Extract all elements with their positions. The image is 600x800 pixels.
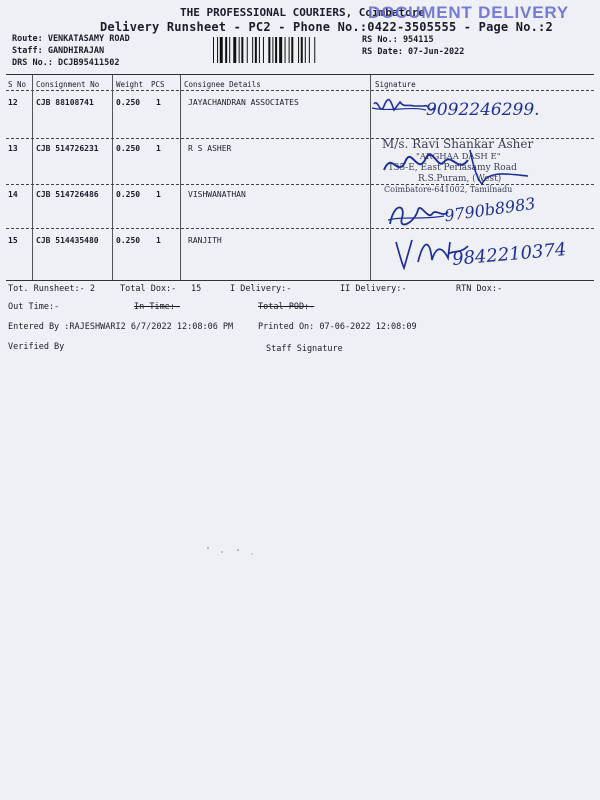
header-pcs: PCS <box>151 80 165 89</box>
cell-pcs: 1 <box>156 236 161 245</box>
cell-consignment: CJB 88108741 <box>36 98 94 107</box>
company-title: THE PROFESSIONAL COURIERS, Coimbatore <box>180 6 426 19</box>
barcode-bar <box>309 37 310 63</box>
barcode-bar <box>305 37 306 63</box>
header-sno: S No <box>8 80 27 89</box>
row15-phone-handwritten: 9842210374 <box>451 239 568 270</box>
total-dox-label: Total Dox:- <box>120 284 177 294</box>
header-signature: Signature <box>375 80 416 89</box>
barcode-image <box>213 37 351 63</box>
barcode-bar <box>229 37 230 63</box>
table-header-rule <box>6 90 594 91</box>
barcode-bar <box>298 37 299 63</box>
cell-weight: 0.250 <box>116 190 141 199</box>
cell-pcs: 1 <box>156 190 161 199</box>
out-time: Out Time:- <box>8 302 60 312</box>
column-divider <box>112 75 113 281</box>
stamp-line-3: 135-E, East Periasamy Road <box>388 163 517 173</box>
staff-label: Staff: GANDHIRAJAN <box>12 46 105 56</box>
stamp-line-4: R.S.Puram, (West) <box>418 174 502 184</box>
barcode-bar <box>272 37 273 63</box>
verified-by: Verified By <box>8 342 65 352</box>
drs-number: DRS No.: DCJB95411502 <box>12 58 120 68</box>
document-delivery-stamp: DOCUMENT DELIVERY <box>368 3 569 22</box>
stamp-line-2: "ARGHAA DASH E" <box>416 152 501 162</box>
total-dox-value: 15 <box>191 284 202 294</box>
barcode-bar <box>241 37 243 63</box>
row12-phone-handwritten: 9092246299. <box>426 100 540 120</box>
cell-consignment: CJB 514435480 <box>36 236 99 245</box>
header-weight: Weight <box>116 80 144 89</box>
barcode-bar <box>279 37 282 63</box>
header-consignee-details: Consignee Details <box>184 80 261 89</box>
barcode-bar <box>259 37 260 63</box>
barcode-bar <box>252 37 253 63</box>
barcode-bar <box>301 37 303 63</box>
signature-row13 <box>378 140 538 190</box>
barcode-bar <box>247 37 248 63</box>
header-consignment-no: Consignment No <box>36 80 100 89</box>
rs-number: RS No.: 954115 <box>362 35 434 45</box>
barcode-bar <box>289 37 290 63</box>
cell-sno: 12 <box>8 98 18 107</box>
column-divider <box>180 75 181 281</box>
barcode-bar <box>213 37 214 63</box>
cell-consignee: R S ASHER <box>188 144 232 153</box>
i-delivery: I Delivery:- <box>230 284 292 294</box>
runsheet-subtitle: Delivery Runsheet - PC2 - Phone No.:0422-3505555 - Page No.:2 <box>100 20 553 34</box>
stamp-line-5: Coimbatore-641002, Tamilnadu <box>384 185 513 194</box>
cell-consignment: CJB 514726231 <box>36 144 99 153</box>
barcode-bar <box>239 37 240 63</box>
cell-pcs: 1 <box>156 98 161 107</box>
cell-consignee: RANJITH <box>188 236 222 245</box>
ii-delivery: II Delivery:- <box>340 284 407 294</box>
stamp-line-1: M/s. Ravi Shankar Asher <box>382 137 534 151</box>
table-top-rule <box>6 74 594 75</box>
in-time: In Time:- <box>134 302 181 312</box>
barcode-bar <box>217 37 218 63</box>
barcode-bar <box>314 37 315 63</box>
cell-weight: 0.250 <box>116 144 141 153</box>
cell-sno: 15 <box>8 236 18 245</box>
barcode-bar <box>291 37 293 63</box>
entered-by: Entered By :RAJESHWARI2 6/7/2022 12:08:06 PM <box>8 322 234 332</box>
cell-weight: 0.250 <box>116 98 141 107</box>
cell-consignment: CJB 514726486 <box>36 190 99 199</box>
cell-weight: 0.250 <box>116 236 141 245</box>
route-label: Route: VENKATASAMY ROAD <box>12 34 130 44</box>
cell-consignee: JAYACHANDRAN ASSOCIATES <box>188 98 299 107</box>
row14-phone-handwritten: 9790b8983 <box>443 193 537 226</box>
cell-sno: 14 <box>8 190 18 199</box>
scan-specks <box>200 540 260 560</box>
barcode-bar <box>268 37 270 63</box>
cell-pcs: 1 <box>156 144 161 153</box>
table-bottom-rule <box>6 280 594 281</box>
barcode-bar <box>275 37 277 63</box>
row-divider <box>6 228 594 229</box>
rs-date: RS Date: 07-Jun-2022 <box>362 47 465 57</box>
barcode-bar <box>233 37 236 63</box>
barcode-bar <box>225 37 227 63</box>
cell-consignee: VISHWANATHAN <box>188 190 246 199</box>
barcode-bar <box>255 37 257 63</box>
printed-on: Printed On: 07-06-2022 12:08:09 <box>258 322 417 332</box>
tot-runsheet: Tot. Runsheet:- 2 <box>8 284 95 294</box>
cell-sno: 13 <box>8 144 18 153</box>
staff-signature: Staff Signature <box>266 344 343 354</box>
column-divider <box>32 75 33 281</box>
barcode-bar <box>220 37 223 63</box>
barcode-bar <box>285 37 286 63</box>
barcode-bar <box>263 37 264 63</box>
rtn-dox: RTN Dox:- <box>456 284 503 294</box>
total-pod: Total POD:- <box>258 302 315 312</box>
